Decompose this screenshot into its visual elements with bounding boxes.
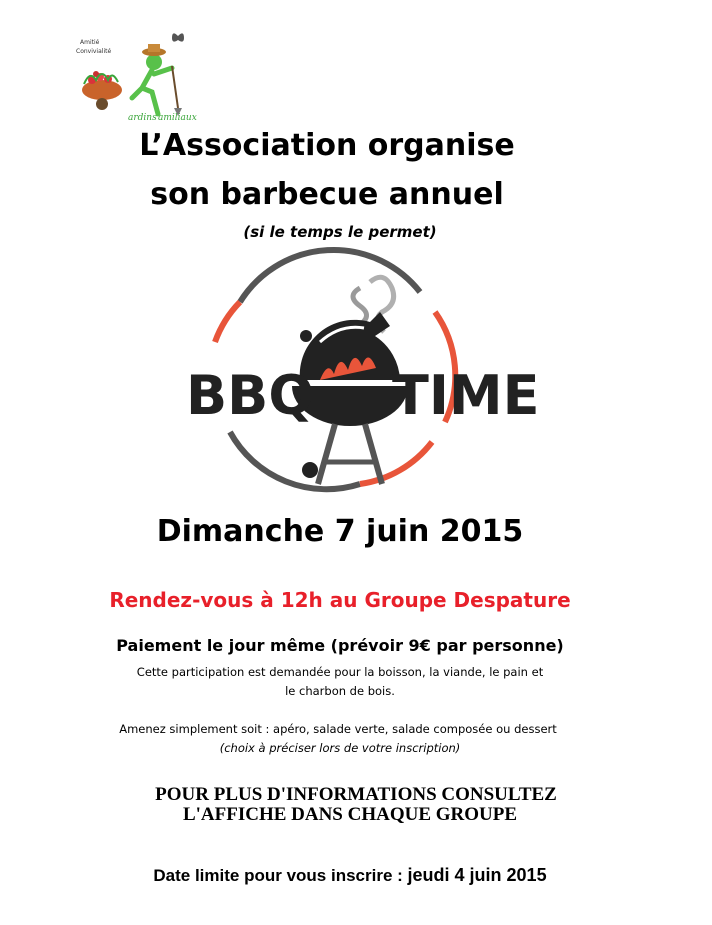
info-line-1: POUR PLUS D'INFORMATIONS CONSULTEZ: [155, 784, 557, 805]
payment-text: Paiement le jour même (prévoir 9€ par personne): [116, 636, 564, 655]
rendezvous-text: Rendez-vous à 12h au Groupe Despature: [109, 588, 571, 612]
logo-word-b: amiliaux: [158, 113, 197, 123]
bbq-time-illustration: [170, 262, 540, 494]
title-line-2: son barbecue annuel: [150, 177, 504, 212]
bring-text: Amenez simplement soit : apéro, salade verte, salade composée ou dessert: [119, 722, 557, 736]
time-word: TIME: [392, 364, 540, 427]
participation-line-2: le charbon de bois.: [285, 684, 395, 698]
logo-line2: Convivialité: [76, 48, 112, 55]
logo-word-a: ardins: [128, 113, 157, 123]
deadline: [0, 865, 700, 886]
association-logo: [72, 26, 198, 122]
title-line-1: L’Association organise: [139, 128, 515, 163]
bring-note: (choix à préciser lors de votre inscription): [219, 741, 461, 755]
logo-line1: Amitié: [80, 39, 100, 46]
participation-line-1: Cette participation est demandée pour la boisson, la viande, le pain et: [136, 665, 544, 679]
event-date: Dimanche 7 juin 2015: [156, 514, 524, 549]
deadline-label: Date limite pour vous inscrire :: [153, 866, 403, 885]
bbq-word: BBQ: [186, 364, 315, 427]
info-line-2: L'AFFICHE DANS CHAQUE GROUPE: [182, 804, 518, 825]
subtitle: (si le temps le permet): [243, 223, 437, 241]
deadline-date: jeudi 4 juin 2015: [407, 865, 547, 885]
